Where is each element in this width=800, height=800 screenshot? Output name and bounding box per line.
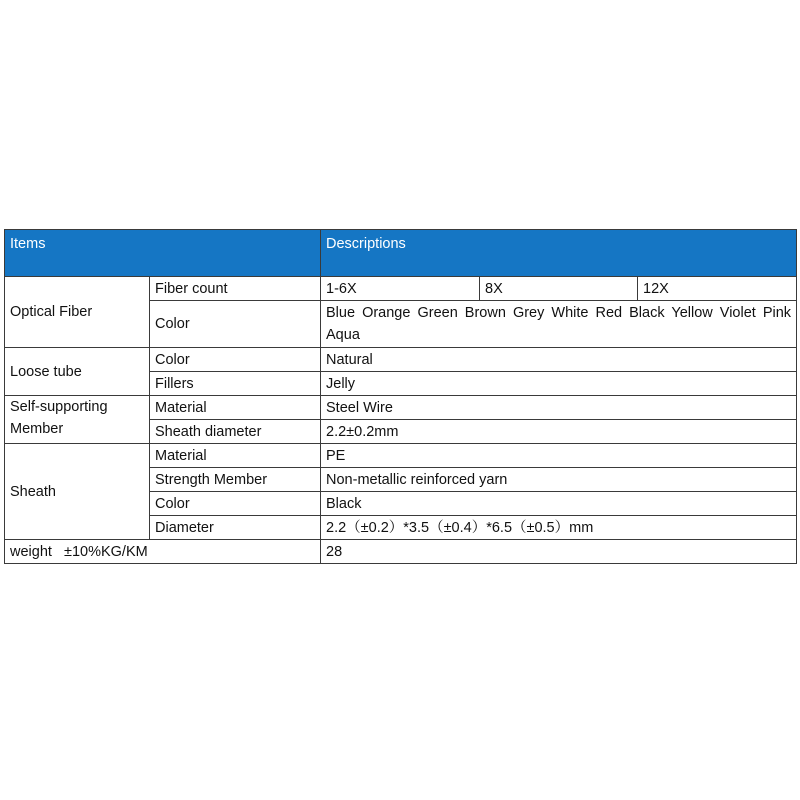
- weight-label: weight ±10%KG/KM: [5, 540, 321, 564]
- loose-tube-color-label: Color: [150, 348, 321, 372]
- fiber-count-label: Fiber count: [150, 277, 321, 301]
- optical-fiber-label: Optical Fiber: [5, 277, 150, 348]
- sheath-diameter-value: 2.2±0.2mm: [321, 420, 797, 444]
- sheath-color-value: Black: [321, 492, 797, 516]
- header-descriptions: Descriptions: [321, 230, 797, 277]
- diameter-value: 2.2（±0.2）*3.5（±0.4）*6.5（±0.5）mm: [321, 516, 797, 540]
- fiber-color-value: Blue Orange Green Brown Grey White Red Black Yellow Violet Pink Aqua: [326, 305, 792, 343]
- table-header-row: [5, 230, 797, 277]
- fillers-label: Fillers: [150, 372, 321, 396]
- sheath-material-label: Material: [150, 444, 321, 468]
- spec-table: [4, 229, 797, 564]
- table-row: [5, 444, 797, 468]
- sheath-color-label: Color: [150, 492, 321, 516]
- sheath-material-value: PE: [321, 444, 797, 468]
- strength-member-value: Non-metallic reinforced yarn: [321, 468, 797, 492]
- fillers-value: Jelly: [321, 372, 797, 396]
- diameter-label: Diameter: [150, 516, 321, 540]
- fiber-color-label: Color: [150, 301, 321, 348]
- fiber-count-2: 8X: [480, 277, 638, 301]
- fiber-count-3: 12X: [638, 277, 797, 301]
- ss-material-label: Material: [150, 396, 321, 420]
- ss-material-value: Steel Wire: [321, 396, 797, 420]
- self-supporting-label-line1: Self-supporting: [10, 399, 108, 415]
- self-supporting-label: [5, 396, 150, 444]
- table-row: [5, 348, 797, 372]
- sheath-label: Sheath: [5, 444, 150, 540]
- loose-tube-color-value: Natural: [321, 348, 797, 372]
- table-row: [5, 277, 797, 301]
- header-items: Items: [5, 230, 321, 277]
- strength-member-label: Strength Member: [150, 468, 321, 492]
- sheath-diameter-label: Sheath diameter: [150, 420, 321, 444]
- fiber-count-1: 1-6X: [321, 277, 480, 301]
- table-row: [5, 396, 797, 420]
- self-supporting-label-line2: Member: [10, 421, 64, 437]
- loose-tube-label: Loose tube: [5, 348, 150, 396]
- weight-value: 28: [321, 540, 797, 564]
- table-row: [5, 540, 797, 564]
